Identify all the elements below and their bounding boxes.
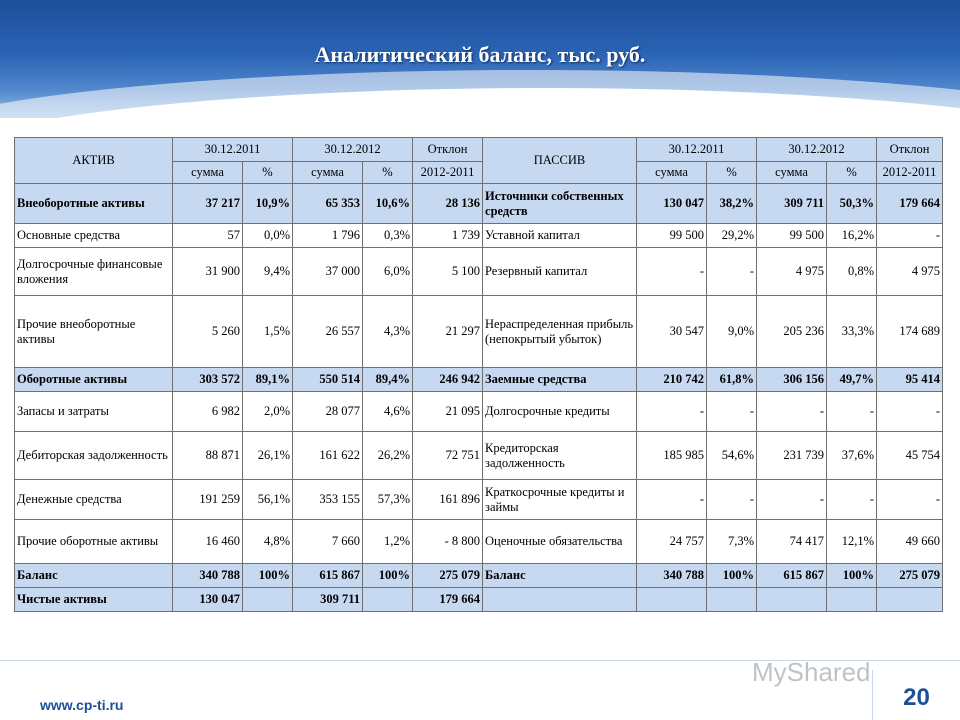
row-label-cell: Денежные средства [15, 480, 173, 520]
value-cell: 12,1% [827, 520, 877, 564]
value-cell: 1,5% [243, 296, 293, 368]
value-cell: 1 739 [413, 224, 483, 248]
value-cell: - [637, 480, 707, 520]
value-cell: 49,7% [827, 368, 877, 392]
value-cell: 306 156 [757, 368, 827, 392]
row-label-cell: Чистые активы [15, 588, 173, 612]
table-row [15, 564, 943, 588]
value-cell: 4,8% [243, 520, 293, 564]
row-label-cell: Баланс [483, 564, 637, 588]
value-cell [877, 588, 943, 612]
subheader-cell: % [707, 162, 757, 184]
value-cell: 65 353 [293, 184, 363, 224]
value-cell: 38,2% [707, 184, 757, 224]
value-cell: 191 259 [173, 480, 243, 520]
value-cell: 89,1% [243, 368, 293, 392]
value-cell: 275 079 [413, 564, 483, 588]
row-label-cell: Резервный капитал [483, 248, 637, 296]
value-cell: 88 871 [173, 432, 243, 480]
subheader-cell: сумма [173, 162, 243, 184]
value-cell: 231 739 [757, 432, 827, 480]
value-cell: 210 742 [637, 368, 707, 392]
value-cell: - [637, 248, 707, 296]
value-cell: 179 664 [877, 184, 943, 224]
table-row [15, 520, 943, 564]
value-cell: 99 500 [637, 224, 707, 248]
row-label-cell: Прочие внеоборотные активы [15, 296, 173, 368]
table-header-row [15, 138, 943, 162]
value-cell: 45 754 [877, 432, 943, 480]
value-cell: 10,6% [363, 184, 413, 224]
page-number: 20 [872, 670, 960, 720]
value-cell: 95 414 [877, 368, 943, 392]
value-cell: 56,1% [243, 480, 293, 520]
value-cell: 100% [363, 564, 413, 588]
value-cell: - [637, 392, 707, 432]
subheader-cell: 2012-2011 [413, 162, 483, 184]
value-cell: 99 500 [757, 224, 827, 248]
table-row [15, 248, 943, 296]
value-cell [757, 588, 827, 612]
value-cell: - [877, 224, 943, 248]
value-cell: - [707, 392, 757, 432]
value-cell: 161 622 [293, 432, 363, 480]
value-cell: 0,0% [243, 224, 293, 248]
header-liability: ПАССИВ [483, 138, 637, 184]
value-cell: - [877, 480, 943, 520]
value-cell: 100% [707, 564, 757, 588]
value-cell: 4,3% [363, 296, 413, 368]
value-cell: 89,4% [363, 368, 413, 392]
balance-table-container [14, 137, 942, 612]
subheader-cell: % [827, 162, 877, 184]
header-asset-deviation: Отклон [413, 138, 483, 162]
value-cell: 72 751 [413, 432, 483, 480]
value-cell: - [757, 392, 827, 432]
value-cell: 57 [173, 224, 243, 248]
balance-table [14, 137, 943, 612]
value-cell: 4,6% [363, 392, 413, 432]
value-cell: 6,0% [363, 248, 413, 296]
table-row [15, 368, 943, 392]
value-cell: 49 660 [877, 520, 943, 564]
value-cell: 7,3% [707, 520, 757, 564]
row-label-cell [483, 588, 637, 612]
row-label-cell: Внеоборотные активы [15, 184, 173, 224]
value-cell: 340 788 [173, 564, 243, 588]
value-cell: 21 095 [413, 392, 483, 432]
value-cell: 309 711 [293, 588, 363, 612]
value-cell: 26 557 [293, 296, 363, 368]
value-cell: 54,6% [707, 432, 757, 480]
value-cell [637, 588, 707, 612]
table-row [15, 224, 943, 248]
value-cell: 30 547 [637, 296, 707, 368]
watermark-logo: MyShared [752, 657, 871, 687]
value-cell: 353 155 [293, 480, 363, 520]
value-cell: 37 000 [293, 248, 363, 296]
table-row [15, 588, 943, 612]
value-cell: 340 788 [637, 564, 707, 588]
row-label-cell: Заемные средства [483, 368, 637, 392]
value-cell: 4 975 [757, 248, 827, 296]
subheader-cell: % [363, 162, 413, 184]
table-row [15, 392, 943, 432]
value-cell: 309 711 [757, 184, 827, 224]
value-cell: 2,0% [243, 392, 293, 432]
value-cell: 24 757 [637, 520, 707, 564]
row-label-cell: Прочие оборотные активы [15, 520, 173, 564]
row-label-cell: Уставной капитал [483, 224, 637, 248]
value-cell: 5 100 [413, 248, 483, 296]
value-cell: 550 514 [293, 368, 363, 392]
value-cell: 615 867 [757, 564, 827, 588]
value-cell: - [827, 392, 877, 432]
value-cell: 4 975 [877, 248, 943, 296]
value-cell: 130 047 [173, 588, 243, 612]
subheader-cell: сумма [637, 162, 707, 184]
header-asset-date-2011: 30.12.2011 [173, 138, 293, 162]
value-cell [707, 588, 757, 612]
value-cell: 9,0% [707, 296, 757, 368]
value-cell: - [707, 248, 757, 296]
value-cell: 174 689 [877, 296, 943, 368]
value-cell: 0,3% [363, 224, 413, 248]
table-body [15, 184, 943, 612]
value-cell: 5 260 [173, 296, 243, 368]
row-label-cell: Краткосрочные кредиты и займы [483, 480, 637, 520]
value-cell: 275 079 [877, 564, 943, 588]
row-label-cell: Источники собственных средств [483, 184, 637, 224]
row-label-cell: Дебиторская задолженность [15, 432, 173, 480]
value-cell: 1,2% [363, 520, 413, 564]
table-row [15, 480, 943, 520]
value-cell: 1 796 [293, 224, 363, 248]
value-cell: 100% [243, 564, 293, 588]
value-cell: 185 985 [637, 432, 707, 480]
value-cell: 57,3% [363, 480, 413, 520]
row-label-cell: Баланс [15, 564, 173, 588]
value-cell: - [757, 480, 827, 520]
value-cell: 246 942 [413, 368, 483, 392]
value-cell [243, 588, 293, 612]
footer-url-link[interactable]: www.cp-ti.ru [40, 697, 124, 713]
value-cell: 303 572 [173, 368, 243, 392]
header-liability-deviation: Отклон [877, 138, 943, 162]
row-label-cell: Оценочные обязательства [483, 520, 637, 564]
value-cell: 26,2% [363, 432, 413, 480]
value-cell: 26,1% [243, 432, 293, 480]
subheader-cell: 2012-2011 [877, 162, 943, 184]
row-label-cell: Запасы и затраты [15, 392, 173, 432]
subheader-cell: % [243, 162, 293, 184]
header-asset-date-2012: 30.12.2012 [293, 138, 413, 162]
value-cell: 205 236 [757, 296, 827, 368]
subheader-cell: сумма [757, 162, 827, 184]
value-cell: 28 077 [293, 392, 363, 432]
value-cell: 29,2% [707, 224, 757, 248]
value-cell: 28 136 [413, 184, 483, 224]
value-cell: 37,6% [827, 432, 877, 480]
row-label-cell: Долгосрочные финансовые вложения [15, 248, 173, 296]
value-cell: 31 900 [173, 248, 243, 296]
value-cell: 50,3% [827, 184, 877, 224]
value-cell: 61,8% [707, 368, 757, 392]
value-cell: 7 660 [293, 520, 363, 564]
row-label-cell: Оборотные активы [15, 368, 173, 392]
value-cell: - [877, 392, 943, 432]
value-cell: - 8 800 [413, 520, 483, 564]
value-cell: 179 664 [413, 588, 483, 612]
page-title: Аналитический баланс, тыс. руб. [314, 42, 646, 67]
header-liability-date-2012: 30.12.2012 [757, 138, 877, 162]
table-row [15, 184, 943, 224]
row-label-cell: Кредиторская задолженность [483, 432, 637, 480]
table-row [15, 432, 943, 480]
value-cell [827, 588, 877, 612]
value-cell: 33,3% [827, 296, 877, 368]
value-cell: 21 297 [413, 296, 483, 368]
value-cell: 161 896 [413, 480, 483, 520]
header-asset: АКТИВ [15, 138, 173, 184]
value-cell: 615 867 [293, 564, 363, 588]
row-label-cell: Нераспределенная прибыль (непокрытый убыток) [483, 296, 637, 368]
value-cell: - [707, 480, 757, 520]
value-cell: 6 982 [173, 392, 243, 432]
table-row [15, 296, 943, 368]
header-liability-date-2011: 30.12.2011 [637, 138, 757, 162]
value-cell [363, 588, 413, 612]
value-cell: - [827, 480, 877, 520]
value-cell: 130 047 [637, 184, 707, 224]
value-cell: 100% [827, 564, 877, 588]
value-cell: 37 217 [173, 184, 243, 224]
value-cell: 74 417 [757, 520, 827, 564]
subheader-cell: сумма [293, 162, 363, 184]
value-cell: 16,2% [827, 224, 877, 248]
value-cell: 10,9% [243, 184, 293, 224]
row-label-cell: Основные средства [15, 224, 173, 248]
row-label-cell: Долгосрочные кредиты [483, 392, 637, 432]
value-cell: 9,4% [243, 248, 293, 296]
value-cell: 16 460 [173, 520, 243, 564]
value-cell: 0,8% [827, 248, 877, 296]
